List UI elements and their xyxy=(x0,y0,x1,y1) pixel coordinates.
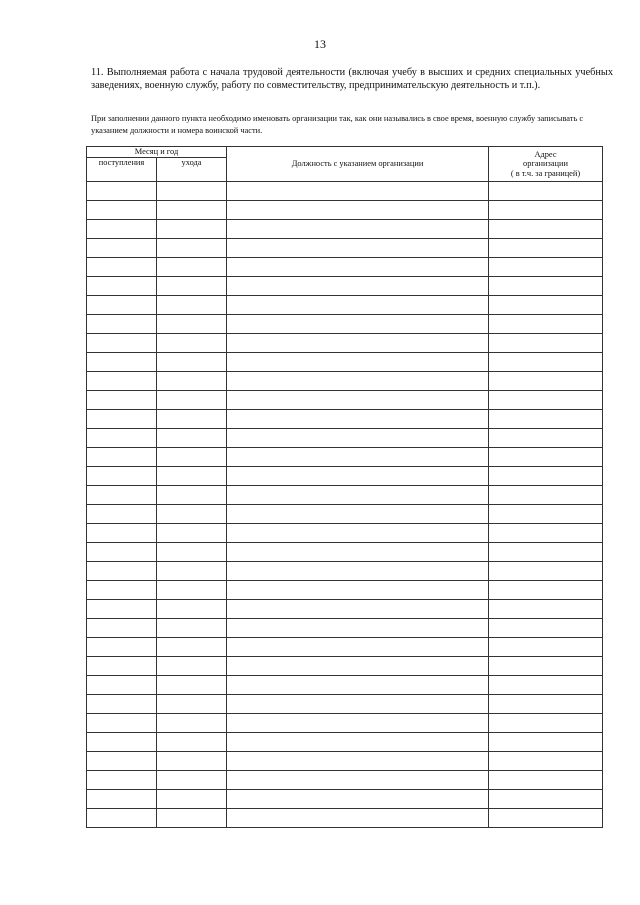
exit-date-cell[interactable] xyxy=(157,657,227,676)
table-row xyxy=(87,239,603,258)
position-cell[interactable] xyxy=(227,638,489,657)
position-cell[interactable] xyxy=(227,657,489,676)
entry-date-cell[interactable] xyxy=(87,296,157,315)
address-cell[interactable] xyxy=(489,315,603,334)
exit-date-cell[interactable] xyxy=(157,581,227,600)
address-cell[interactable] xyxy=(489,258,603,277)
address-cell[interactable] xyxy=(489,296,603,315)
entry-date-cell[interactable] xyxy=(87,201,157,220)
address-cell[interactable] xyxy=(489,410,603,429)
position-cell[interactable] xyxy=(227,258,489,277)
table-row xyxy=(87,467,603,486)
address-cell[interactable] xyxy=(489,619,603,638)
exit-date-cell[interactable] xyxy=(157,201,227,220)
entry-date-cell[interactable] xyxy=(87,505,157,524)
position-cell[interactable] xyxy=(227,296,489,315)
exit-date-cell[interactable] xyxy=(157,277,227,296)
address-cell[interactable] xyxy=(489,391,603,410)
table-row xyxy=(87,543,603,562)
exit-date-cell[interactable] xyxy=(157,676,227,695)
entry-date-cell[interactable] xyxy=(87,220,157,239)
header-address-line2: организации xyxy=(523,159,568,169)
entry-date-cell[interactable] xyxy=(87,391,157,410)
position-cell[interactable] xyxy=(227,220,489,239)
entry-date-cell[interactable] xyxy=(87,353,157,372)
exit-date-cell[interactable] xyxy=(157,296,227,315)
page-number: 13 xyxy=(314,37,326,51)
position-cell[interactable] xyxy=(227,562,489,581)
header-entry: поступления xyxy=(87,158,157,182)
exit-date-cell[interactable] xyxy=(157,752,227,771)
position-cell[interactable] xyxy=(227,581,489,600)
table-row xyxy=(87,676,603,695)
table-row xyxy=(87,657,603,676)
exit-date-cell[interactable] xyxy=(157,220,227,239)
address-cell[interactable] xyxy=(489,353,603,372)
address-cell[interactable] xyxy=(489,733,603,752)
address-cell[interactable] xyxy=(489,486,603,505)
address-cell[interactable] xyxy=(489,657,603,676)
entry-date-cell[interactable] xyxy=(87,486,157,505)
entry-date-cell[interactable] xyxy=(87,429,157,448)
exit-date-cell[interactable] xyxy=(157,638,227,657)
position-cell[interactable] xyxy=(227,239,489,258)
exit-date-cell[interactable] xyxy=(157,182,227,201)
exit-date-cell[interactable] xyxy=(157,733,227,752)
exit-date-cell[interactable] xyxy=(157,410,227,429)
filling-instructions: При заполнении данного пункта необходимо именовать организации так, как они назывались в свое время, военную службу записывать с указанием должности и номера воинской части. xyxy=(91,114,584,135)
table-row xyxy=(87,220,603,239)
entry-date-cell[interactable] xyxy=(87,467,157,486)
position-cell[interactable] xyxy=(227,277,489,296)
employment-history-table xyxy=(86,146,603,828)
address-cell[interactable] xyxy=(489,809,603,828)
table-row xyxy=(87,277,603,296)
table-row xyxy=(87,771,603,790)
entry-date-cell[interactable] xyxy=(87,809,157,828)
entry-date-cell[interactable] xyxy=(87,277,157,296)
table-row xyxy=(87,258,603,277)
table-row xyxy=(87,638,603,657)
exit-date-cell[interactable] xyxy=(157,353,227,372)
exit-date-cell[interactable] xyxy=(157,562,227,581)
position-cell[interactable] xyxy=(227,600,489,619)
table-row xyxy=(87,524,603,543)
position-cell[interactable] xyxy=(227,809,489,828)
exit-date-cell[interactable] xyxy=(157,334,227,353)
address-cell[interactable] xyxy=(489,448,603,467)
position-cell[interactable] xyxy=(227,543,489,562)
header-address-line3: ( в т.ч. за границей) xyxy=(510,168,581,178)
exit-date-cell[interactable] xyxy=(157,543,227,562)
position-cell[interactable] xyxy=(227,182,489,201)
header-month-year: Месяц и год xyxy=(87,147,227,158)
position-cell[interactable] xyxy=(227,676,489,695)
exit-date-cell[interactable] xyxy=(157,448,227,467)
position-cell[interactable] xyxy=(227,486,489,505)
entry-date-cell[interactable] xyxy=(87,714,157,733)
entry-date-cell[interactable] xyxy=(87,372,157,391)
exit-date-cell[interactable] xyxy=(157,714,227,733)
exit-date-cell[interactable] xyxy=(157,771,227,790)
address-cell[interactable] xyxy=(489,714,603,733)
table-row xyxy=(87,809,603,828)
entry-date-cell[interactable] xyxy=(87,524,157,543)
exit-date-cell[interactable] xyxy=(157,391,227,410)
exit-date-cell[interactable] xyxy=(157,505,227,524)
header-exit: ухода xyxy=(157,158,227,182)
table-row xyxy=(87,505,603,524)
entry-date-cell[interactable] xyxy=(87,543,157,562)
address-cell[interactable] xyxy=(489,277,603,296)
table-row xyxy=(87,334,603,353)
position-cell[interactable] xyxy=(227,771,489,790)
address-cell[interactable] xyxy=(489,695,603,714)
table-row xyxy=(87,619,603,638)
position-cell[interactable] xyxy=(227,714,489,733)
exit-date-cell[interactable] xyxy=(157,600,227,619)
section-heading: 11. Выполняемая работа с начала трудовой деятельности (включая учебу в высших и средних специальных учебных заведениях, военную службу, работу по совместительству, предпринимательскую деятельность и т.п.). xyxy=(91,67,613,92)
address-cell[interactable] xyxy=(489,467,603,486)
address-cell[interactable] xyxy=(489,182,603,201)
position-cell[interactable] xyxy=(227,790,489,809)
entry-date-cell[interactable] xyxy=(87,638,157,657)
entry-date-cell[interactable] xyxy=(87,410,157,429)
entry-date-cell[interactable] xyxy=(87,182,157,201)
exit-date-cell[interactable] xyxy=(157,467,227,486)
entry-date-cell[interactable] xyxy=(87,676,157,695)
table-row xyxy=(87,182,603,201)
entry-date-cell[interactable] xyxy=(87,448,157,467)
table-row xyxy=(87,201,603,220)
table-row xyxy=(87,752,603,771)
table-row xyxy=(87,714,603,733)
entry-date-cell[interactable] xyxy=(87,771,157,790)
exit-date-cell[interactable] xyxy=(157,315,227,334)
entry-date-cell[interactable] xyxy=(87,334,157,353)
table-row xyxy=(87,372,603,391)
exit-date-cell[interactable] xyxy=(157,372,227,391)
table-row xyxy=(87,581,603,600)
table-row xyxy=(87,315,603,334)
entry-date-cell[interactable] xyxy=(87,315,157,334)
table-row xyxy=(87,353,603,372)
address-cell[interactable] xyxy=(489,334,603,353)
position-cell[interactable] xyxy=(227,752,489,771)
exit-date-cell[interactable] xyxy=(157,239,227,258)
exit-date-cell[interactable] xyxy=(157,258,227,277)
position-cell[interactable] xyxy=(227,505,489,524)
entry-date-cell[interactable] xyxy=(87,619,157,638)
table-row xyxy=(87,448,603,467)
position-cell[interactable] xyxy=(227,391,489,410)
exit-date-cell[interactable] xyxy=(157,695,227,714)
table-row xyxy=(87,486,603,505)
entry-date-cell[interactable] xyxy=(87,581,157,600)
address-cell[interactable] xyxy=(489,600,603,619)
table-row xyxy=(87,562,603,581)
position-cell[interactable] xyxy=(227,467,489,486)
address-cell[interactable] xyxy=(489,201,603,220)
entry-date-cell[interactable] xyxy=(87,695,157,714)
address-cell[interactable] xyxy=(489,543,603,562)
address-cell[interactable] xyxy=(489,790,603,809)
table-row xyxy=(87,600,603,619)
header-address xyxy=(489,147,603,182)
address-cell[interactable] xyxy=(489,581,603,600)
exit-date-cell[interactable] xyxy=(157,486,227,505)
table-row xyxy=(87,296,603,315)
position-cell[interactable] xyxy=(227,619,489,638)
position-cell[interactable] xyxy=(227,334,489,353)
table-row xyxy=(87,410,603,429)
entry-date-cell[interactable] xyxy=(87,562,157,581)
position-cell[interactable] xyxy=(227,353,489,372)
address-cell[interactable] xyxy=(489,239,603,258)
position-cell[interactable] xyxy=(227,410,489,429)
entry-date-cell[interactable] xyxy=(87,600,157,619)
header-address-line1: Адрес xyxy=(534,149,557,159)
address-cell[interactable] xyxy=(489,429,603,448)
table-row xyxy=(87,733,603,752)
position-cell[interactable] xyxy=(227,448,489,467)
position-cell[interactable] xyxy=(227,372,489,391)
table-row xyxy=(87,790,603,809)
entry-date-cell[interactable] xyxy=(87,239,157,258)
address-cell[interactable] xyxy=(489,372,603,391)
address-cell[interactable] xyxy=(489,562,603,581)
exit-date-cell[interactable] xyxy=(157,429,227,448)
address-cell[interactable] xyxy=(489,676,603,695)
table-row xyxy=(87,695,603,714)
entry-date-cell[interactable] xyxy=(87,790,157,809)
address-cell[interactable] xyxy=(489,752,603,771)
entry-date-cell[interactable] xyxy=(87,657,157,676)
table-row xyxy=(87,429,603,448)
position-cell[interactable] xyxy=(227,733,489,752)
entry-date-cell[interactable] xyxy=(87,258,157,277)
position-cell[interactable] xyxy=(227,315,489,334)
table-row xyxy=(87,391,603,410)
address-cell[interactable] xyxy=(489,524,603,543)
address-cell[interactable] xyxy=(489,771,603,790)
position-cell[interactable] xyxy=(227,524,489,543)
exit-date-cell[interactable] xyxy=(157,790,227,809)
exit-date-cell[interactable] xyxy=(157,809,227,828)
address-cell[interactable] xyxy=(489,638,603,657)
position-cell[interactable] xyxy=(227,695,489,714)
table-body xyxy=(87,182,603,828)
entry-date-cell[interactable] xyxy=(87,752,157,771)
position-cell[interactable] xyxy=(227,201,489,220)
exit-date-cell[interactable] xyxy=(157,524,227,543)
address-cell[interactable] xyxy=(489,220,603,239)
header-position: Должность с указанием организации xyxy=(227,147,489,182)
entry-date-cell[interactable] xyxy=(87,733,157,752)
exit-date-cell[interactable] xyxy=(157,619,227,638)
position-cell[interactable] xyxy=(227,429,489,448)
address-cell[interactable] xyxy=(489,505,603,524)
